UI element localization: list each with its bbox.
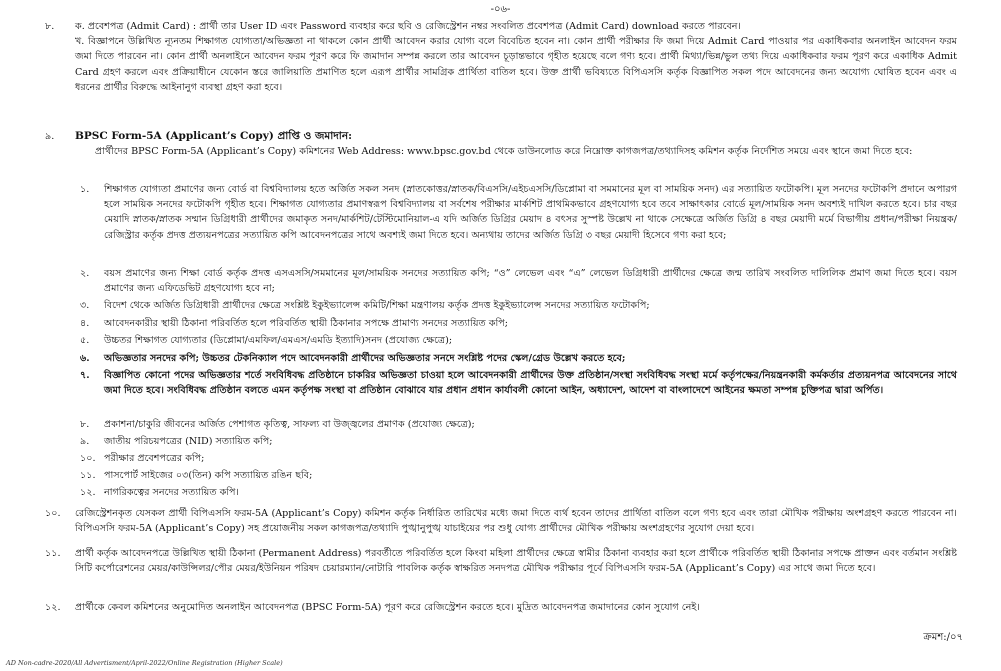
footer-path: AD Non-cadre-2020/All Advertisment/April-2022/Online Registration (Higher Scale)	[6, 659, 283, 667]
item-number: ১০.	[45, 508, 61, 519]
item-number: ৯.	[45, 131, 55, 142]
section-heading: BPSC Form-5A (Applicant’s Copy) প্রাপ্তি ও জমাদান:	[75, 130, 352, 142]
sub-item-text: বিদেশ থেকে অর্জিত ডিগ্রিধারী প্রার্থীদের ক্ষেত্রে সংশ্লিষ্ট ইকুইভ্যালেন্স কমিটি/শিক্ষা মন্ত্রণালয় কর্তৃক প্রদত্ত ইকুইভ্যালেন্স সনদের সত্যায়িত ফটোকপি;	[104, 300, 650, 311]
sub-item-text: শিক্ষাগত যোগ্যতা প্রমাণের জন্য বোর্ড বা বিশ্ববিদ্যালয় হতে অর্জিত সকল সনদ (স্নাতকোত্তর/স্নাতক/বিএসসি/এইচএসসি/ডিপ্লোমা বা সমমানের মূল বা সাময়িক সনদ) এর সত্যায়িত ফটোকপি। মূল সনদের ফটোকপি প্রদানে অপারগ হলে সাময়িক সনদের ফটোকপি গৃহীত হবে। শিক্ষাগত যোগ্যতার প্রমাণস্বরূপ বিশ্ববিদ্যালয় বা সর্বশেষ পরীক্ষার মার্কশিট প্রাথমিকভাবে গ্রহণযোগ্য হবে তবে সাক্ষাৎকার বোর্ডে মূল/সাময়িক সনদ অবশ্যই দাখিল করতে হবে। চার বছর মেয়াদি স্নাতক/স্নাতক সম্মান ডিগ্রিধারী প্রার্থীদের জমাকৃত সনদ/মার্কশিট/টেস্টিমোনিয়াল-এ যদি অর্জিত ডিগ্রির মেয়াদ ৪ বৎসর সুস্পষ্ট উল্লেখ না থাকে সেক্ষেত্রে অর্জিত ডিগ্রি ৪ বছর মেয়াদী মর্মে বিভাগীয় প্রধান/পরীক্ষা নিয়ন্ত্রক/রেজিস্ট্রার কর্তৃক প্রদত্ত প্রত্যয়নপত্রের সত্যায়িত কপি আবেদনপত্রের সাথে অবশ্যই জমা দিতে হবে। অন্যথায় তাদের অর্জিত ডিগ্রি ৩ বছর মেয়াদী হিসেবে গণ্য করা হবে;	[104, 184, 957, 241]
sub-item-text: বয়স প্রমাণের জন্য শিক্ষা বোর্ড কর্তৃক প্রদত্ত এসএসসি/সমমানের মূল/সাময়িক সনদের সত্যায়িত কপি; “ও” লেভেল এবং “এ” লেভেল ডিগ্রিধারী প্রার্থীদের ক্ষেত্রে জন্ম তারিখ সংবলিত দালিলিক প্রমাণ জমা দিতে হবে। বয়স প্রমাণের জন্য এফিডেভিট গ্রহণযোগ্য হবে না;	[104, 268, 957, 295]
sub-item-text: নাগরিকত্বের সনদের সত্যায়িত কপি।	[104, 487, 239, 498]
sub-item-text: প্রকাশনা/চাকুরি জীবনের অর্জিত পেশাগত কৃতিত্ব, সাফল্য বা উজ্জ্বলের প্রমাণক (প্রযোজ্য ক্ষেত্রে);	[104, 419, 475, 430]
sub-item-text: বিজ্ঞাপিত কোনো পদের অভিজ্ঞতার শর্তে সংবিধিবদ্ধ প্রতিষ্ঠানে চাকরির অভিজ্ঞতা চাওয়া হলে আবেদনকারী প্রার্থীদের উক্ত প্রতিষ্ঠান/সংস্থা সংবিধিবদ্ধ সংস্থা মর্মে কর্তৃপক্ষের/নিয়ন্ত্রনকারী কর্মকর্তার প্রত্যয়নপত্র আবেদনের সাথে জমা দিতে হবে। সংবিধিবদ্ধ প্রতিষ্ঠান বলতে এমন কর্তৃপক্ষ সংস্থা বা প্রতিষ্ঠান বোঝাবে যার প্রধান প্রধান কার্যাবলী কোনো আইন, অধ্যাদেশ, আদেশ বা বাংলাদেশে আইনের ক্ষমতা সম্পন্ন চুক্তিপত্র দ্বারা অর্পিত।	[104, 370, 957, 397]
section-intro: প্রার্থীদের BPSC Form-5A (Applicant’s Copy) কমিশনের Web Address: www.bpsc.gov.bd থেকে ডাউনলোড করে নিম্নোক্ত কাগজপত্র/তথ্যাদিসহ কমিশন কর্তৃক নির্দেশিত সময়ে এবং স্থানে জমা দিতে হবে:	[95, 146, 913, 158]
document-page: -০৬- ৮. ক. প্রবেশপত্র (Admit Card) : প্রার্থী তার User ID এবং Password ব্যবহার করে ছবি ও রেজিস্ট্রেশন নম্বর সংবলিত প্রবেশপত্র (Admit Card) download করতে পারবেন। খ. বিজ্ঞাপনে উল্লিখিত ন্যূনতম শিক্ষাগত যোগ্যতা/অভিজ্ঞতা না থাকলে কোন প্রার্থী আবেদন করার যোগ্য বলে বিবেচিত হবেন না। কোন প্রার্থী পরীক্ষার ফি জমা দিয়ে Admit Card পাওয়ার পর একাধিকবার অনলাইন আবেদন ফরম জমা দিতে পারবেন না। কোন প্রার্থী অনলাইনে আবেদন ফরম পূরণ করে ফি জমাদান সম্পন্ন করলে তার আবেদন চূড়ান্তভাবে গৃহীত হয়েছে বলে গণ্য হবে। প্রার্থী মিথ্যা/ভিন্ন/ভুল তথ্য দিয়ে একাধিকবার ফরম পূরণ করে একাধিক Admit Card গ্রহণ করলে এবং প্রক্রিয়াধীনে যেকোন স্তরে জালিয়াতি প্রমাণিত হলে এরূপ প্রার্থীর সামগ্রিক প্রার্থিতা বাতিল হবে। উক্ত প্রার্থী ভবিষ্যতে বিপিএসসি কর্তৃক বিজ্ঞাপিত সকল পদে আবেদনের জন্য অযোগ্য ঘোষিত হবেন এবং এ ধরনের প্রার্থীর বিরুদ্ধে আইনানুগ ব্যবস্থা গ্রহণ করা হবে। ৯. BPSC Form-5A (Applicant’s Copy) প্রাপ্তি ও জমাদান: প্রার্থীদের BPSC Form-5A (Applicant’s Copy) কমিশনের Web Address: www.bpsc.gov.bd থেকে ডাউনলোড করে নিম্নোক্ত কাগজপত্র/তথ্যাদিসহ কমিশন কর্তৃক নির্দেশিত সময়ে এবং স্থানে জমা দিতে হবে: ১. শিক্ষাগত যোগ্যতা প্রমাণের জন্য বোর্ড বা বিশ্ববিদ্যালয় হতে অর্জিত সকল সনদ (স্নাতকোত্তর/স্নাতক/বিএসসি/এইচএসসি/ডিপ্লোমা বা সমমানের মূল বা সাময়িক সনদ) এর সত্যায়িত ফটোকপি। মূল সনদের ফটোকপি প্রদানে অপারগ হলে সাময়িক সনদের ফটোকপি গৃহীত হবে। শিক্ষাগত যোগ্যতার প্রমাণস্বরূপ বিশ্ববিদ্যালয় বা সর্বশেষ পরীক্ষার মার্কশিট প্রাথমিকভাবে গ্রহণযোগ্য হবে তবে সাক্ষাৎকার বোর্ডে মূল/সাময়িক সনদ অবশ্যই দাখিল করতে হবে। চার বছর মেয়াদি স্নাতক/স্নাতক সম্মান ডিগ্রিধারী প্রার্থীদের জমাকৃত সনদ/মার্কশিট/টেস্টিমোনিয়াল-এ যদি অর্জিত ডিগ্রির মেয়াদ ৪ বৎসর সুস্পষ্ট উল্লেখ না থাকে সেক্ষেত্রে অর্জিত ডিগ্রি ৪ বছর মেয়াদী মর্মে বিভাগীয় প্রধান/পরীক্ষা নিয়ন্ত্রক/রেজিস্ট্রার কর্তৃক প্রদত্ত প্রত্যয়নপত্রের সত্যায়িত কপি আবেদনপত্রের সাথে অবশ্যই জমা দিতে হবে। অন্যথায় তাদের অর্জিত ডিগ্রি ৩ বছর মেয়াদী হিসেবে গণ্য করা হবে; ২. বয়স প্রমাণের জন্য শিক্ষা বোর্ড কর্তৃক প্রদত্ত এসএসসি/সমমানের মূল/সাময়িক সনদের সত্যায়িত কপি; “ও” লেভেল এবং “এ” লেভেল ডিগ্রিধারী প্রার্থীদের ক্ষেত্রে জন্ম তারিখ সংবলিত দালিলিক প্রমাণ জমা দিতে হবে। বয়স প্রমাণের জন্য এফিডেভিট গ্রহণযোগ্য হবে না; ৩. বিদেশ থেকে অর্জিত ডিগ্রিধারী প্রার্থীদের ক্ষেত্রে সংশ্লিষ্ট ইকুইভ্যালেন্স কমিটি/শিক্ষা মন্ত্রণালয় কর্তৃক প্রদত্ত ইকুইভ্যালেন্স সনদের সত্যায়িত ফটোকপি; ৪. আবেদনকারীর স্থায়ী ঠিকানা পরিবর্তিত হলে পরিবর্তিত স্থায়ী ঠিকানার সপক্ষে প্রামাণ্য সনদের সত্যায়িত কপি; ৫. উচ্চতর শিক্ষাগত যোগ্যতার (ডিপ্লোমা/এমফিল/এমএস/এমডি ইত্যাদি)সনদ (প্রযোজ্য ক্ষেত্রে); ৬. অভিজ্ঞতার সনদের কপি; উচ্চতর টেকনিক্যাল পদে আবেদনকারী প্রার্থীদের অভিজ্ঞতার সনদে সংশ্লিষ্ট পদের স্কেল/গ্রেড উল্লেখ করতে হবে; ৭. বিজ্ঞাপিত কোনো পদের অভিজ্ঞতার শর্তে সংবিধিবদ্ধ প্রতিষ্ঠানে চাকরির অভিজ্ঞতা চাওয়া হলে আবেদনকারী প্রার্থীদের উক্ত প্রতিষ্ঠান/সংস্থা সংবিধিবদ্ধ সংস্থা মর্মে কর্তৃপক্ষের/নিয়ন্ত্রনকারী কর্মকর্তার প্রত্যয়নপত্র আবেদনের সাথে জমা দিতে হবে। সংবিধিবদ্ধ প্রতিষ্ঠান বলতে এমন কর্তৃপক্ষ সংস্থা বা প্রতিষ্ঠান বোঝাবে যার প্রধান প্রধান কার্যাবলী কোনো আইন, অধ্যাদেশ, আদেশ বা বাংলাদেশে আইনের ক্ষমতা সম্পন্ন চুক্তিপত্র দ্বারা অর্পিত। ৮. প্রকাশনা/চাকুরি জীবনের অর্জিত পেশাগত কৃতিত্ব, সাফল্য বা উজ্জ্বলের প্রমাণক (প্রযোজ্য ক্ষেত্রে); ৯. জাতীয় পরিচয়পত্রের (NID) সত্যায়িত কপি; ১০. পরীক্ষার প্রবেশপত্রের কপি; ১১. পাসপোর্ট সাইজের ০৩(তিন) কপি সত্যায়িত রঙিন ছবি; ১২. নাগরিকত্বের সনদের সত্যায়িত কপি। ১০. রেজিস্ট্রেশনকৃত যেসকল প্রার্থী বিপিএসসি ফরম-5A (Applicant’s Copy) কমিশন কর্তৃক নির্ধারিত তারিখের মধ্যে জমা দিতে ব্যর্থ হবেন তাদের প্রার্থিতা বাতিল বলে গণ্য হবে এবং তারা মৌখিক পরীক্ষায় অংশগ্রহণ করতে পারবেন না। বিপিএসসি ফরম-5A (Applicant’s Copy) সহ প্রয়োজনীয় সকল কাগজপত্র/তথ্যাদি পুঙ্খানুপুঙ্খ যাচাইয়ের পর শুধু যোগ্য প্রার্থীদের মৌখিক পরীক্ষায় অংশগ্রহণের সুযোগ দেয়া হবে। ১১. প্রার্থী কর্তৃক আবেদনপত্রে উল্লিখিত স্থায়ী ঠিকানা (Permanent Address) পরবর্তীতে পরিবর্তিত হলে কিংবা মহিলা প্রার্থীদের ক্ষেত্রে স্বামীর ঠিকানা ব্যবহার করা হলে প্রার্থীকে পরিবর্তিত স্থায়ী ঠিকানার সপক্ষে প্রাক্তন এবং বর্তমান সংশ্লিষ্ট সিটি কর্পোরেশনের মেয়র/কাউন্সিলর/পৌর মেয়র/ইউনিয়ন পরিষদ চেয়ারম্যান/নোটারি পাবলিক কর্তৃক স্বাক্ষরিত সনদপত্র মৌখিক পরীক্ষার পূর্বে বিপিএসসি ফরম-5A (Applicant’s Copy) এর সাথে জমা দিতে হবে। ১২. প্রার্থীকে কেবল কমিশনের অনুমোদিত অনলাইন আবেদনপত্র (BPSC Form-5A) পূরণ করে রেজিস্ট্রেশন করতে হবে। মুদ্রিত আবেদনপত্র জমাদানের কোন সুযোগ নেই। ক্রমশ:/০৭ AD Non-cadre-2020/All Advertisment/April-2022/Online Registration (Higher Scale)	[0, 0, 1001, 671]
sub-item-text: আবেদনকারীর স্থায়ী ঠিকানা পরিবর্তিত হলে পরিবর্তিত স্থায়ী ঠিকানার সপক্ষে প্রামাণ্য সনদের সত্যায়িত কপি;	[104, 318, 508, 329]
eligibility-paragraph: খ. বিজ্ঞাপনে উল্লিখিত ন্যূনতম শিক্ষাগত যোগ্যতা/অভিজ্ঞতা না থাকলে কোন প্রার্থী আবেদন করার যোগ্য বলে বিবেচিত হবেন না। কোন প্রার্থী পরীক্ষার ফি জমা দিয়ে Admit Card পাওয়ার পর একাধিকবার অনলাইন আবেদন ফরম জমা দিতে পারবেন না। কোন প্রার্থী অনলাইনে আবেদন ফরম পূরণ করে ফি জমাদান সম্পন্ন করলে তার আবেদন চূড়ান্তভাবে গৃহীত হয়েছে বলে গণ্য হবে। প্রার্থী মিথ্যা/ভিন্ন/ভুল তথ্য দিয়ে একাধিকবার ফরম পূরণ করে একাধিক Admit Card গ্রহণ করলে এবং প্রক্রিয়াধীনে যেকোন স্তরে জালিয়াতি প্রমাণিত হলে এরূপ প্রার্থীর সামগ্রিক প্রার্থিতা বাতিল হবে। উক্ত প্রার্থী ভবিষ্যতে বিপিএসসি কর্তৃক বিজ্ঞাপিত সকল পদে আবেদনের জন্য অযোগ্য ঘোষিত হবেন এবং এ ধরনের প্রার্থীর বিরুদ্ধে আইনানুগ ব্যবস্থা গ্রহণ করা হবে।	[75, 36, 957, 93]
sub-item-text: অভিজ্ঞতার সনদের কপি; উচ্চতর টেকনিক্যাল পদে আবেদনকারী প্রার্থীদের অভিজ্ঞতার সনদে সংশ্লিষ্ট পদের স্কেল/গ্রেড উল্লেখ করতে হবে;	[104, 353, 626, 364]
sub-item-text: উচ্চতর শিক্ষাগত যোগ্যতার (ডিপ্লোমা/এমফিল/এমএস/এমডি ইত্যাদি)সনদ (প্রযোজ্য ক্ষেত্রে);	[104, 335, 453, 346]
admit-card-paragraph: ক. প্রবেশপত্র (Admit Card) : প্রার্থী তার User ID এবং Password ব্যবহার করে ছবি ও রেজিস্ট্রেশন নম্বর সংবলিত প্রবেশপত্র (Admit Card) download করতে পারবেন।	[75, 21, 741, 32]
item-number: ১১.	[45, 548, 61, 559]
sub-item-text: পাসপোর্ট সাইজের ০৩(তিন) কপি সত্যায়িত রঙিন ছবি;	[104, 470, 313, 481]
continuation-mark: ক্রমশ:/০৭	[923, 632, 963, 643]
item-text: রেজিস্ট্রেশনকৃত যেসকল প্রার্থী বিপিএসসি ফরম-5A (Applicant’s Copy) কমিশন কর্তৃক নির্ধারিত তারিখের মধ্যে জমা দিতে ব্যর্থ হবেন তাদের প্রার্থিতা বাতিল বলে গণ্য হবে এবং তারা মৌখিক পরীক্ষায় অংশগ্রহণ করতে পারবেন না। বিপিএসসি ফরম-5A (Applicant’s Copy) সহ প্রয়োজনীয় সকল কাগজপত্র/তথ্যাদি পুঙ্খানুপুঙ্খ যাচাইয়ের পর শুধু যোগ্য প্রার্থীদের মৌখিক পরীক্ষায় অংশগ্রহণের সুযোগ দেয়া হবে।	[75, 508, 957, 535]
page-number: -০৬-	[490, 4, 511, 15]
item-number: ১২.	[45, 602, 61, 613]
item-text: প্রার্থী কর্তৃক আবেদনপত্রে উল্লিখিত স্থায়ী ঠিকানা (Permanent Address) পরবর্তীতে পরিবর্তিত হলে কিংবা মহিলা প্রার্থীদের ক্ষেত্রে স্বামীর ঠিকানা ব্যবহার করা হলে প্রার্থীকে পরিবর্তিত স্থায়ী ঠিকানার সপক্ষে প্রাক্তন এবং বর্তমান সংশ্লিষ্ট সিটি কর্পোরেশনের মেয়র/কাউন্সিলর/পৌর মেয়র/ইউনিয়ন পরিষদ চেয়ারম্যান/নোটারি পাবলিক কর্তৃক স্বাক্ষরিত সনদপত্র মৌখিক পরীক্ষার পূর্বে বিপিএসসি ফরম-5A (Applicant’s Copy) এর সাথে জমা দিতে হবে।	[75, 548, 957, 575]
sub-item-text: জাতীয় পরিচয়পত্রের (NID) সত্যায়িত কপি;	[104, 436, 273, 447]
item-number: ৮.	[45, 21, 55, 32]
sub-item-text: পরীক্ষার প্রবেশপত্রের কপি;	[104, 453, 205, 464]
item-text: প্রার্থীকে কেবল কমিশনের অনুমোদিত অনলাইন আবেদনপত্র (BPSC Form-5A) পূরণ করে রেজিস্ট্রেশন করতে হবে। মুদ্রিত আবেদনপত্র জমাদানের কোন সুযোগ নেই।	[75, 602, 700, 613]
